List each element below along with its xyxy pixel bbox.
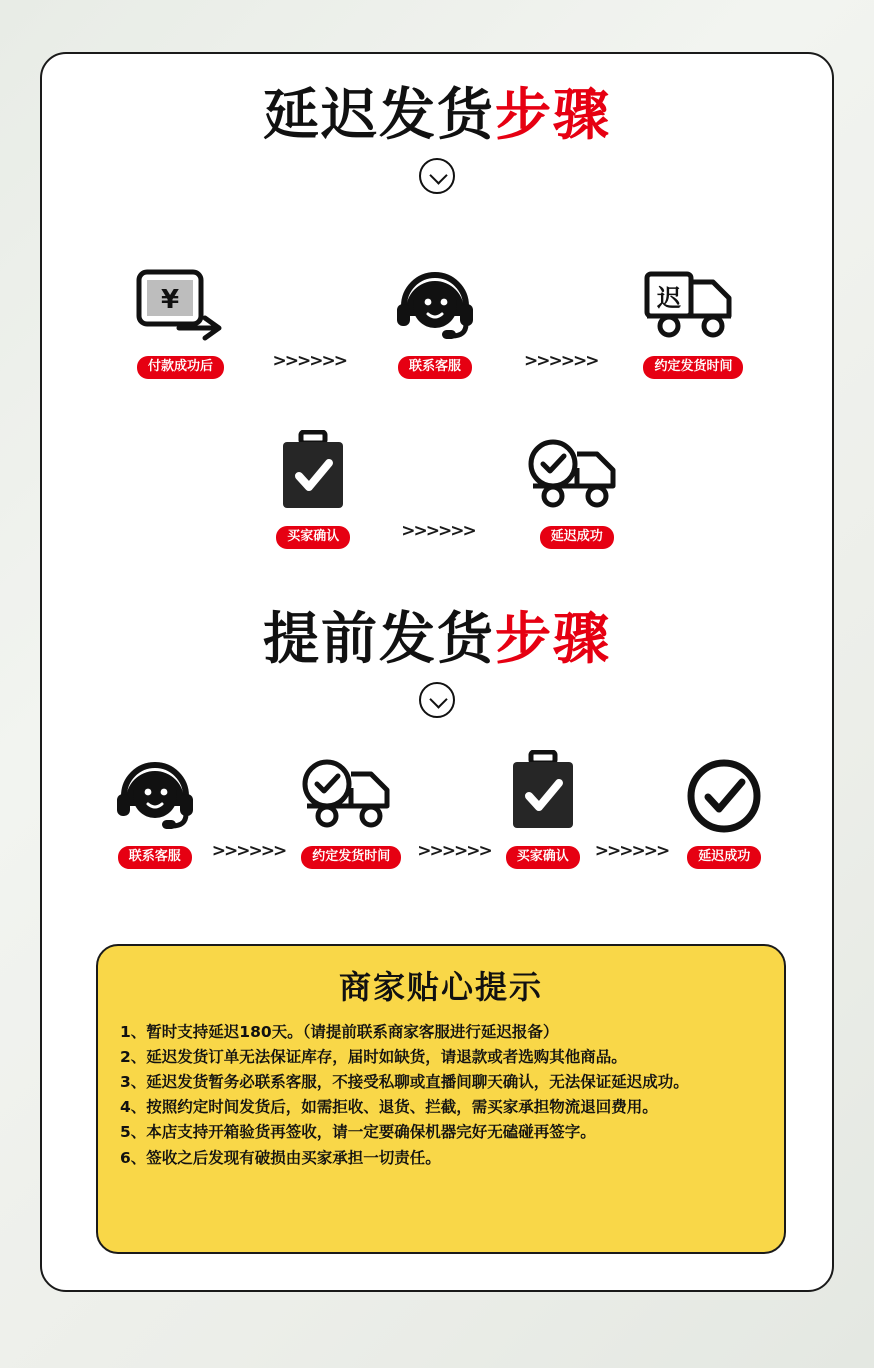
section-title-main: 延迟发货 — [263, 83, 495, 148]
section-title-accent: 步骤 — [495, 83, 611, 148]
section-title-delayed — [42, 83, 832, 148]
customer-service-icon — [112, 744, 198, 836]
merchant-tips-box — [96, 944, 786, 1254]
svg-text:迟: 迟 — [657, 284, 682, 312]
svg-text:¥: ¥ — [160, 285, 179, 315]
clipboard-check-icon — [505, 744, 581, 836]
step-contact-support — [392, 254, 478, 379]
tip-line: 3、延迟发货暂务必联系客服，不接受私聊或直播间聊天确认，无法保证延迟成功。 — [120, 1073, 689, 1092]
step-buyer-confirm — [275, 424, 351, 549]
step-label: 买家确认 — [276, 526, 350, 549]
tip-line: 6、签收之后发现有破损由买家承担一切责任。 — [120, 1148, 441, 1167]
flow-arrow — [413, 841, 494, 869]
tip-line: 5、本店支持开箱验货再签收，请一定要确保机器完好无磕碰再签字。 — [120, 1123, 596, 1142]
customer-service-icon — [392, 254, 478, 346]
flow-row-delayed-2 — [222, 424, 682, 549]
flow-arrow — [208, 841, 289, 869]
step-label: 联系客服 — [118, 846, 192, 869]
step-delay-success-2 — [682, 744, 766, 869]
flow-arrow — [269, 351, 350, 379]
circle-check-icon — [682, 744, 766, 836]
step-payment-success — [135, 254, 227, 379]
step-label: 约定发货时间 — [643, 356, 743, 379]
delayed-truck-icon — [643, 254, 743, 346]
section-early-shipping — [42, 607, 832, 718]
step-agreed-ship-time — [643, 254, 743, 379]
chevron-down-icon — [419, 158, 455, 194]
arrow-label: >>>>>> — [211, 841, 286, 862]
tip-line: 2、延迟发货订单无法保证库存，届时如缺货，请退款或者选购其他商品。 — [120, 1048, 627, 1067]
arrow-label: >>>>>> — [417, 841, 491, 862]
step-label: 约定发货时间 — [301, 846, 401, 869]
step-label: 延迟成功 — [540, 526, 614, 549]
truck-check-icon — [299, 744, 403, 836]
step-buyer-confirm-2 — [505, 744, 581, 869]
step-agreed-ship-time-2 — [299, 744, 403, 869]
flow-row-early-1 — [58, 744, 820, 869]
flow-arrow — [520, 351, 601, 379]
payment-yen-icon — [135, 254, 227, 346]
clipboard-check-icon — [275, 424, 351, 516]
arrow-label: >>>>>> — [401, 521, 475, 542]
section-title-early — [42, 607, 832, 672]
step-label: 买家确认 — [506, 846, 580, 869]
step-contact-support-2 — [112, 744, 198, 869]
arrow-label: >>>>>> — [272, 351, 346, 372]
poster-card — [40, 52, 834, 1292]
arrow-label: >>>>>> — [594, 841, 669, 862]
arrow-label: >>>>>> — [523, 351, 598, 372]
step-label: 付款成功后 — [137, 356, 224, 379]
tip-line: 1、暂时支持延迟180天。（请提前联系商家客服进行延迟报备） — [120, 1023, 559, 1041]
step-label: 联系客服 — [398, 356, 472, 379]
step-delay-success — [525, 424, 629, 549]
truck-check-icon — [525, 424, 629, 516]
section-title-accent: 步骤 — [495, 607, 611, 672]
flow-arrow — [591, 841, 672, 869]
tip-line: 4、按照约定时间发货后，如需拒收、退货、拦截，需买家承担物流退回费用。 — [120, 1098, 658, 1117]
section-delayed-shipping — [42, 83, 832, 194]
flow-arrow — [397, 521, 478, 549]
flow-row-delayed-1 — [82, 254, 796, 379]
tips-title: 商家贴心提示 — [338, 968, 543, 1006]
chevron-down-icon — [419, 682, 455, 718]
step-label: 延迟成功 — [687, 846, 761, 869]
section-title-main: 提前发货 — [263, 607, 495, 672]
